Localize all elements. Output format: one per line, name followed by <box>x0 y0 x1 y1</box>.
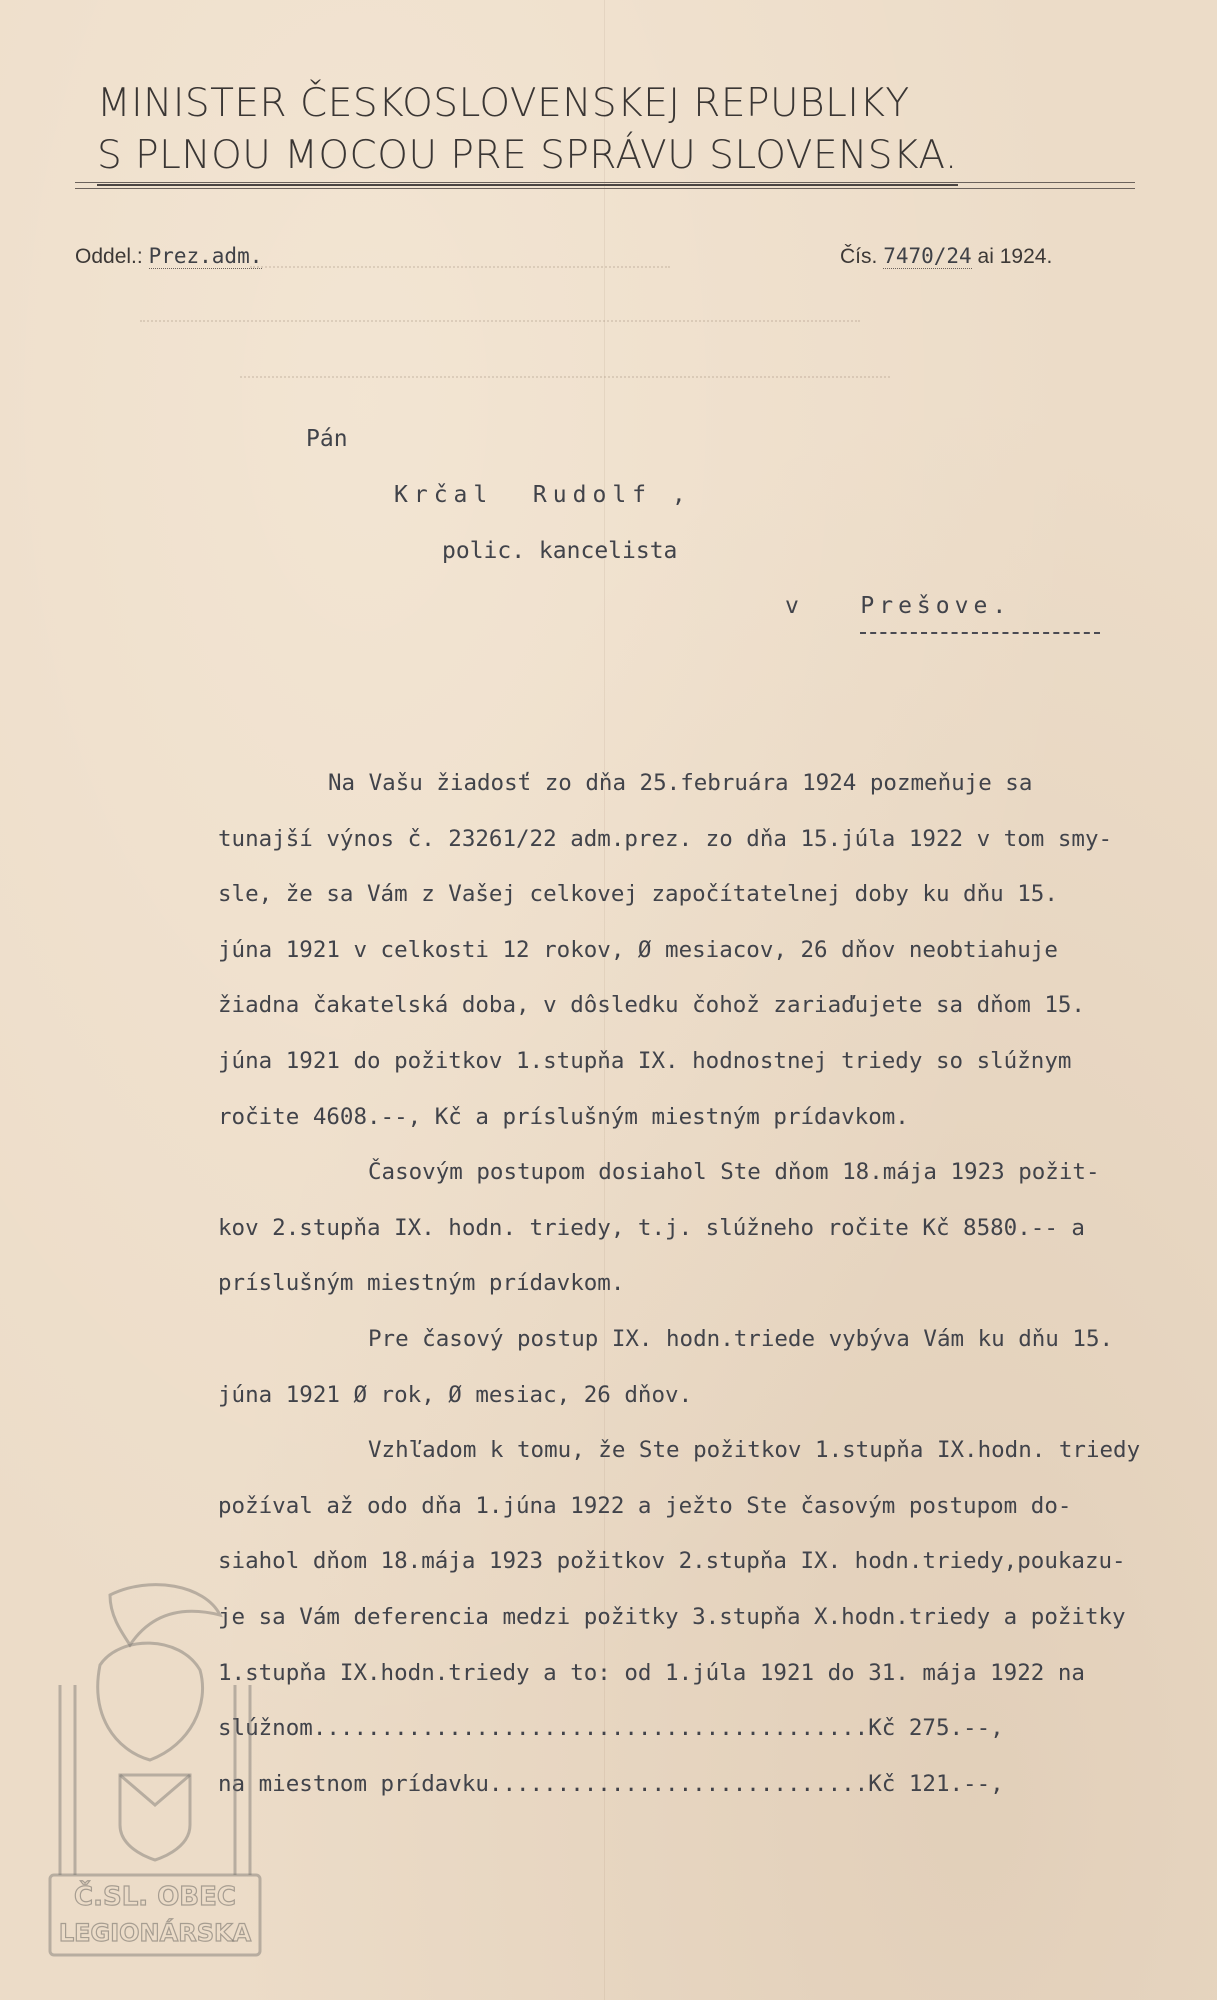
body-line: Pre časový postup IX. hodn.triede vybýva Vám ku dňu 15. <box>368 1325 1114 1352</box>
letterhead-rule <box>75 182 1135 189</box>
number-label: Čís. <box>840 245 878 268</box>
year-label: ai 1924. <box>977 245 1053 268</box>
body-line: príslušným miestným prídavkom. <box>218 1270 625 1297</box>
letterhead-line-1: MINISTER ČESKOSLOVENSKEJ REPUBLIKY <box>97 81 910 126</box>
department-label: Oddel.: <box>75 245 143 268</box>
body-line: júna 1921 v celkosti 12 rokov, Ø mesiacov, 26 dňov neobtiahuje <box>218 936 1058 963</box>
body-line: ročite 4608.--, Kč a príslušným miestným prídavkom. <box>218 1103 909 1130</box>
stamp-top-text: Č.SL. OBEC <box>74 1882 236 1912</box>
body-line: sle, že sa Vám z Vašej celkovej započítatelnej doby ku dňu 15. <box>218 881 1058 908</box>
body-line: žiadna čakatelská doba, v dôsledku čohož zariaďujete sa dňom 15. <box>218 992 1085 1019</box>
letter-body <box>218 756 1203 1812</box>
faint-dotted-line <box>240 376 890 378</box>
body-line: Vzhľadom k tomu, že Ste požitkov 1.stupňa IX.hodn. triedy <box>368 1437 1141 1464</box>
number-value: 7470/24 <box>883 244 972 268</box>
body-line: 1.stupňa IX.hodn.triedy a to: od 1.júla 1921 do 31. mája 1922 na <box>218 1659 1085 1686</box>
body-line: kov 2.stupňa IX. hodn. triedy, t.j. slúžneho ročite Kč 8580.-- a <box>218 1214 1085 1241</box>
body-line: júna 1921 do požitkov 1.stupňa IX. hodnostnej triedy so slúžnym <box>218 1047 1072 1074</box>
faint-dotted-line <box>250 266 670 268</box>
address-underline <box>860 632 1100 634</box>
body-line: slúžnom.........................................Kč 275.--, <box>218 1715 1004 1742</box>
letterhead <box>97 78 1127 186</box>
body-line: Časovým postupom dosiahol Ste dňom 18.mája 1923 požit- <box>368 1159 1100 1186</box>
body-line: siahol dňom 18.mája 1923 požitkov 2.stupňa IX. hodn.triedy,poukazu- <box>218 1548 1126 1575</box>
department-value: Prez.adm. <box>148 244 263 268</box>
department-field <box>75 244 262 269</box>
faint-dotted-line <box>140 320 860 322</box>
legion-watermark-stamp <box>30 1575 280 1965</box>
body-line: Na Vašu žiadosť zo dňa 25.februára 1924 pozmeňuje sa <box>328 770 1033 796</box>
body-line: požíval až odo dňa 1.júna 1922 a ježto Ste časovým postupom do- <box>218 1492 1072 1519</box>
recipient-place: v Prešove. <box>785 593 1012 619</box>
body-line: je sa Vám deferencia medzi požitky 3.stupňa X.hodn.triedy a požitky <box>218 1603 1126 1630</box>
recipient-name: Krčal Rudolf , <box>394 482 692 508</box>
body-line: na miestnom prídavku............................Kč 121.--, <box>218 1770 1004 1797</box>
recipient-position: polic. kancelista <box>442 538 678 564</box>
letterhead-line-2: S PLNOU MOCOU PRE SPRÁVU SLOVENSKA. <box>97 130 958 186</box>
address-salutation: Pán <box>306 426 348 452</box>
stamp-bottom-text: LEGIONÁRSKA <box>58 1919 252 1947</box>
body-line: júna 1921 Ø rok, Ø mesiac, 26 dňov. <box>218 1381 693 1408</box>
body-line: tunajší výnos č. 23261/22 adm.prez. zo dňa 15.júla 1922 v tom smy- <box>218 825 1113 852</box>
reference-number-field <box>840 244 1052 269</box>
